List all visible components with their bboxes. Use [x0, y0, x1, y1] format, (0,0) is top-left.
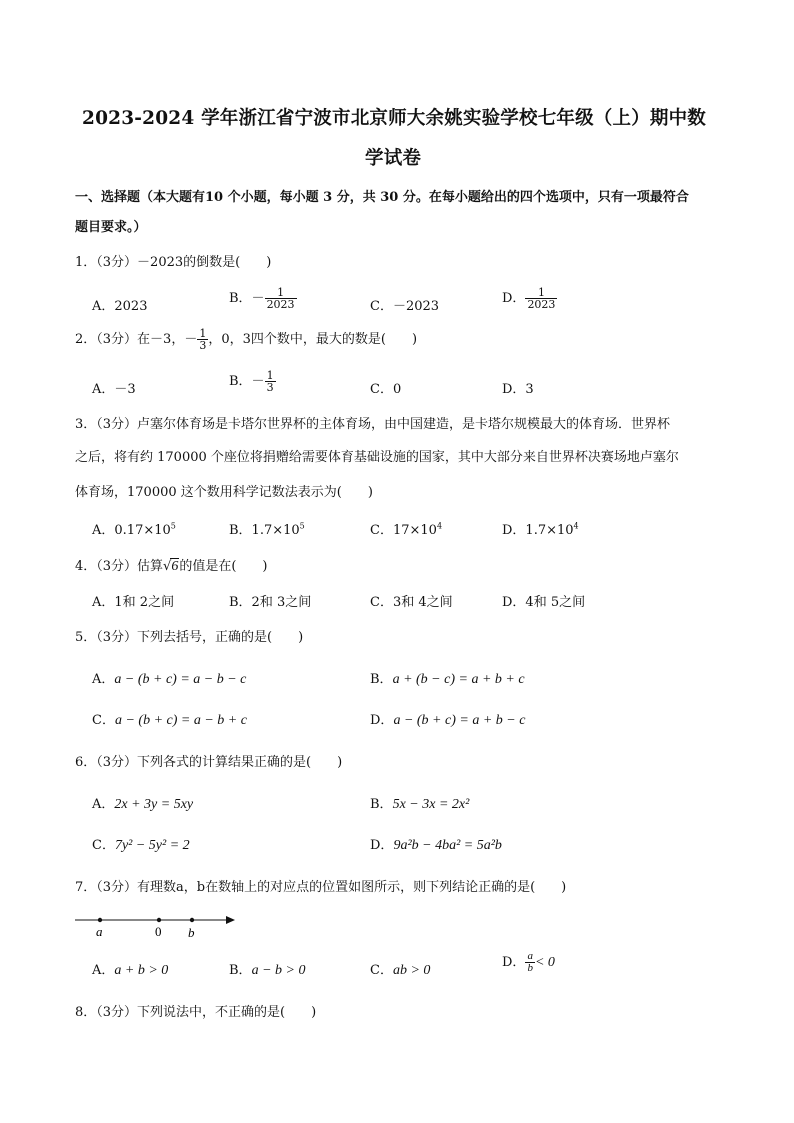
point-0-label: 0: [155, 924, 162, 939]
question-8-stem: 8．（3分）下列说法中，不正确的是( ): [75, 1005, 317, 1020]
q6-option-b: B．5x − 3x = 2x²: [370, 797, 470, 812]
fraction: $\frac{1}{2023}$: [266, 286, 295, 311]
q5-option-c: C．a − (b + c) = a − b + c: [92, 713, 247, 728]
q3-option-d: D．$1.7\times 10^4$: [502, 521, 579, 538]
question-1-stem: 1．（3分）－2023的倒数是( ): [75, 255, 272, 270]
fraction: $\frac{1}{3}$: [199, 327, 207, 352]
q1-option-a: A．2023: [92, 299, 148, 314]
q6-option-a: A．2x + 3y = 5xy: [92, 797, 194, 812]
q7-option-b: B．a − b > 0: [229, 963, 306, 978]
fraction: $\frac{1}{3}$: [266, 369, 274, 394]
question-2-stem: 2．（3分）在－3，－ $\frac{1}{3}$ ，0，3四个数中，最大的数是( ): [75, 327, 418, 352]
sqrt-radicand: 6: [171, 559, 179, 574]
q1-option-b: B．－ $\frac{1}{2023}$: [229, 286, 295, 311]
point-a-label: a: [96, 924, 103, 939]
q3-option-c: C．$17\times 10^4$: [370, 521, 443, 538]
q3-option-a: A．$0.17\times 10^5$: [92, 521, 176, 538]
exam-title-line2: 学试卷: [365, 148, 422, 169]
question-4-stem: 4．（3分）估算√6的值是在( ): [75, 559, 268, 574]
fraction: $\frac{1}{2023}$: [527, 286, 556, 311]
question-7-stem: 7．（3分）有理数a，b在数轴上的对应点的位置如图所示，则下列结论正确的是( ): [75, 880, 567, 895]
q6-option-d: D．9a²b − 4ba² = 5a²b: [370, 838, 502, 853]
q7-option-a: A．a + b > 0: [92, 963, 169, 978]
question-3-line2: 之后，将有约 170000 个座位将捐赠给需要体育基础设施的国家，其中大部分来自世界杯决赛场地卢塞尔: [75, 450, 679, 465]
q5-option-d: D．a − (b + c) = a + b − c: [370, 713, 526, 728]
q6-option-c: C．7y² − 5y² = 2: [92, 838, 190, 853]
exam-title-line1: 2023-2024 学年浙江省宁波市北京师大余姚实验学校七年级（上）期中数: [82, 108, 706, 129]
section-header-line2: 题目要求。）: [75, 220, 147, 235]
question-6-stem: 6．（3分）下列各式的计算结果正确的是( ): [75, 755, 343, 770]
q1-option-c: C．－2023: [370, 299, 440, 314]
q4-option-b: B．2和 3之间: [229, 595, 312, 610]
section-header-line1: 一、选择题（本大题有10 个小题，每小题 3 分，共 30 分。在每小题给出的四个选项中，只有一项最符合: [75, 190, 689, 205]
q3-option-b: B．$1.7\times 10^5$: [229, 521, 305, 538]
q2-option-a: A．－3: [92, 382, 136, 397]
fraction: $\frac{a}{b}$: [527, 950, 533, 974]
question-3-line1: 3．（3分）卢塞尔体育场是卡塔尔世界杯的主体育场，由中国建造，是卡塔尔规模最大的体育场．世界杯: [75, 417, 671, 432]
q4-option-a: A．1和 2之间: [92, 595, 175, 610]
point-0-dot: [157, 918, 161, 922]
q7-option-d: D． $\frac{a}{b}$ < 0: [502, 950, 555, 974]
point-b-label: b: [188, 925, 195, 940]
number-line-arrow: [226, 916, 235, 924]
q5-option-a: A．a − (b + c) = a − b − c: [92, 672, 247, 687]
q1-option-d: D． $\frac{1}{2023}$: [502, 286, 556, 311]
q4-option-c: C．3和 4之间: [370, 595, 453, 610]
point-a-dot: [98, 918, 102, 922]
q7-option-c: C．ab > 0: [370, 963, 431, 978]
q5-option-b: B．a + (b − c) = a + b + c: [370, 672, 525, 687]
q4-option-d: D．4和 5之间: [502, 595, 586, 610]
q2-option-b: B．－ $\frac{1}{3}$: [229, 369, 274, 394]
question-3-line3: 体育场，170000 这个数用科学记数法表示为( ): [75, 485, 373, 500]
q2-option-c: C．0: [370, 382, 402, 397]
point-b-dot: [190, 918, 194, 922]
number-line-figure: [75, 910, 245, 944]
q2-option-d: D．3: [502, 382, 534, 397]
question-5-stem: 5．（3分）下列去括号，正确的是( ): [75, 630, 304, 645]
